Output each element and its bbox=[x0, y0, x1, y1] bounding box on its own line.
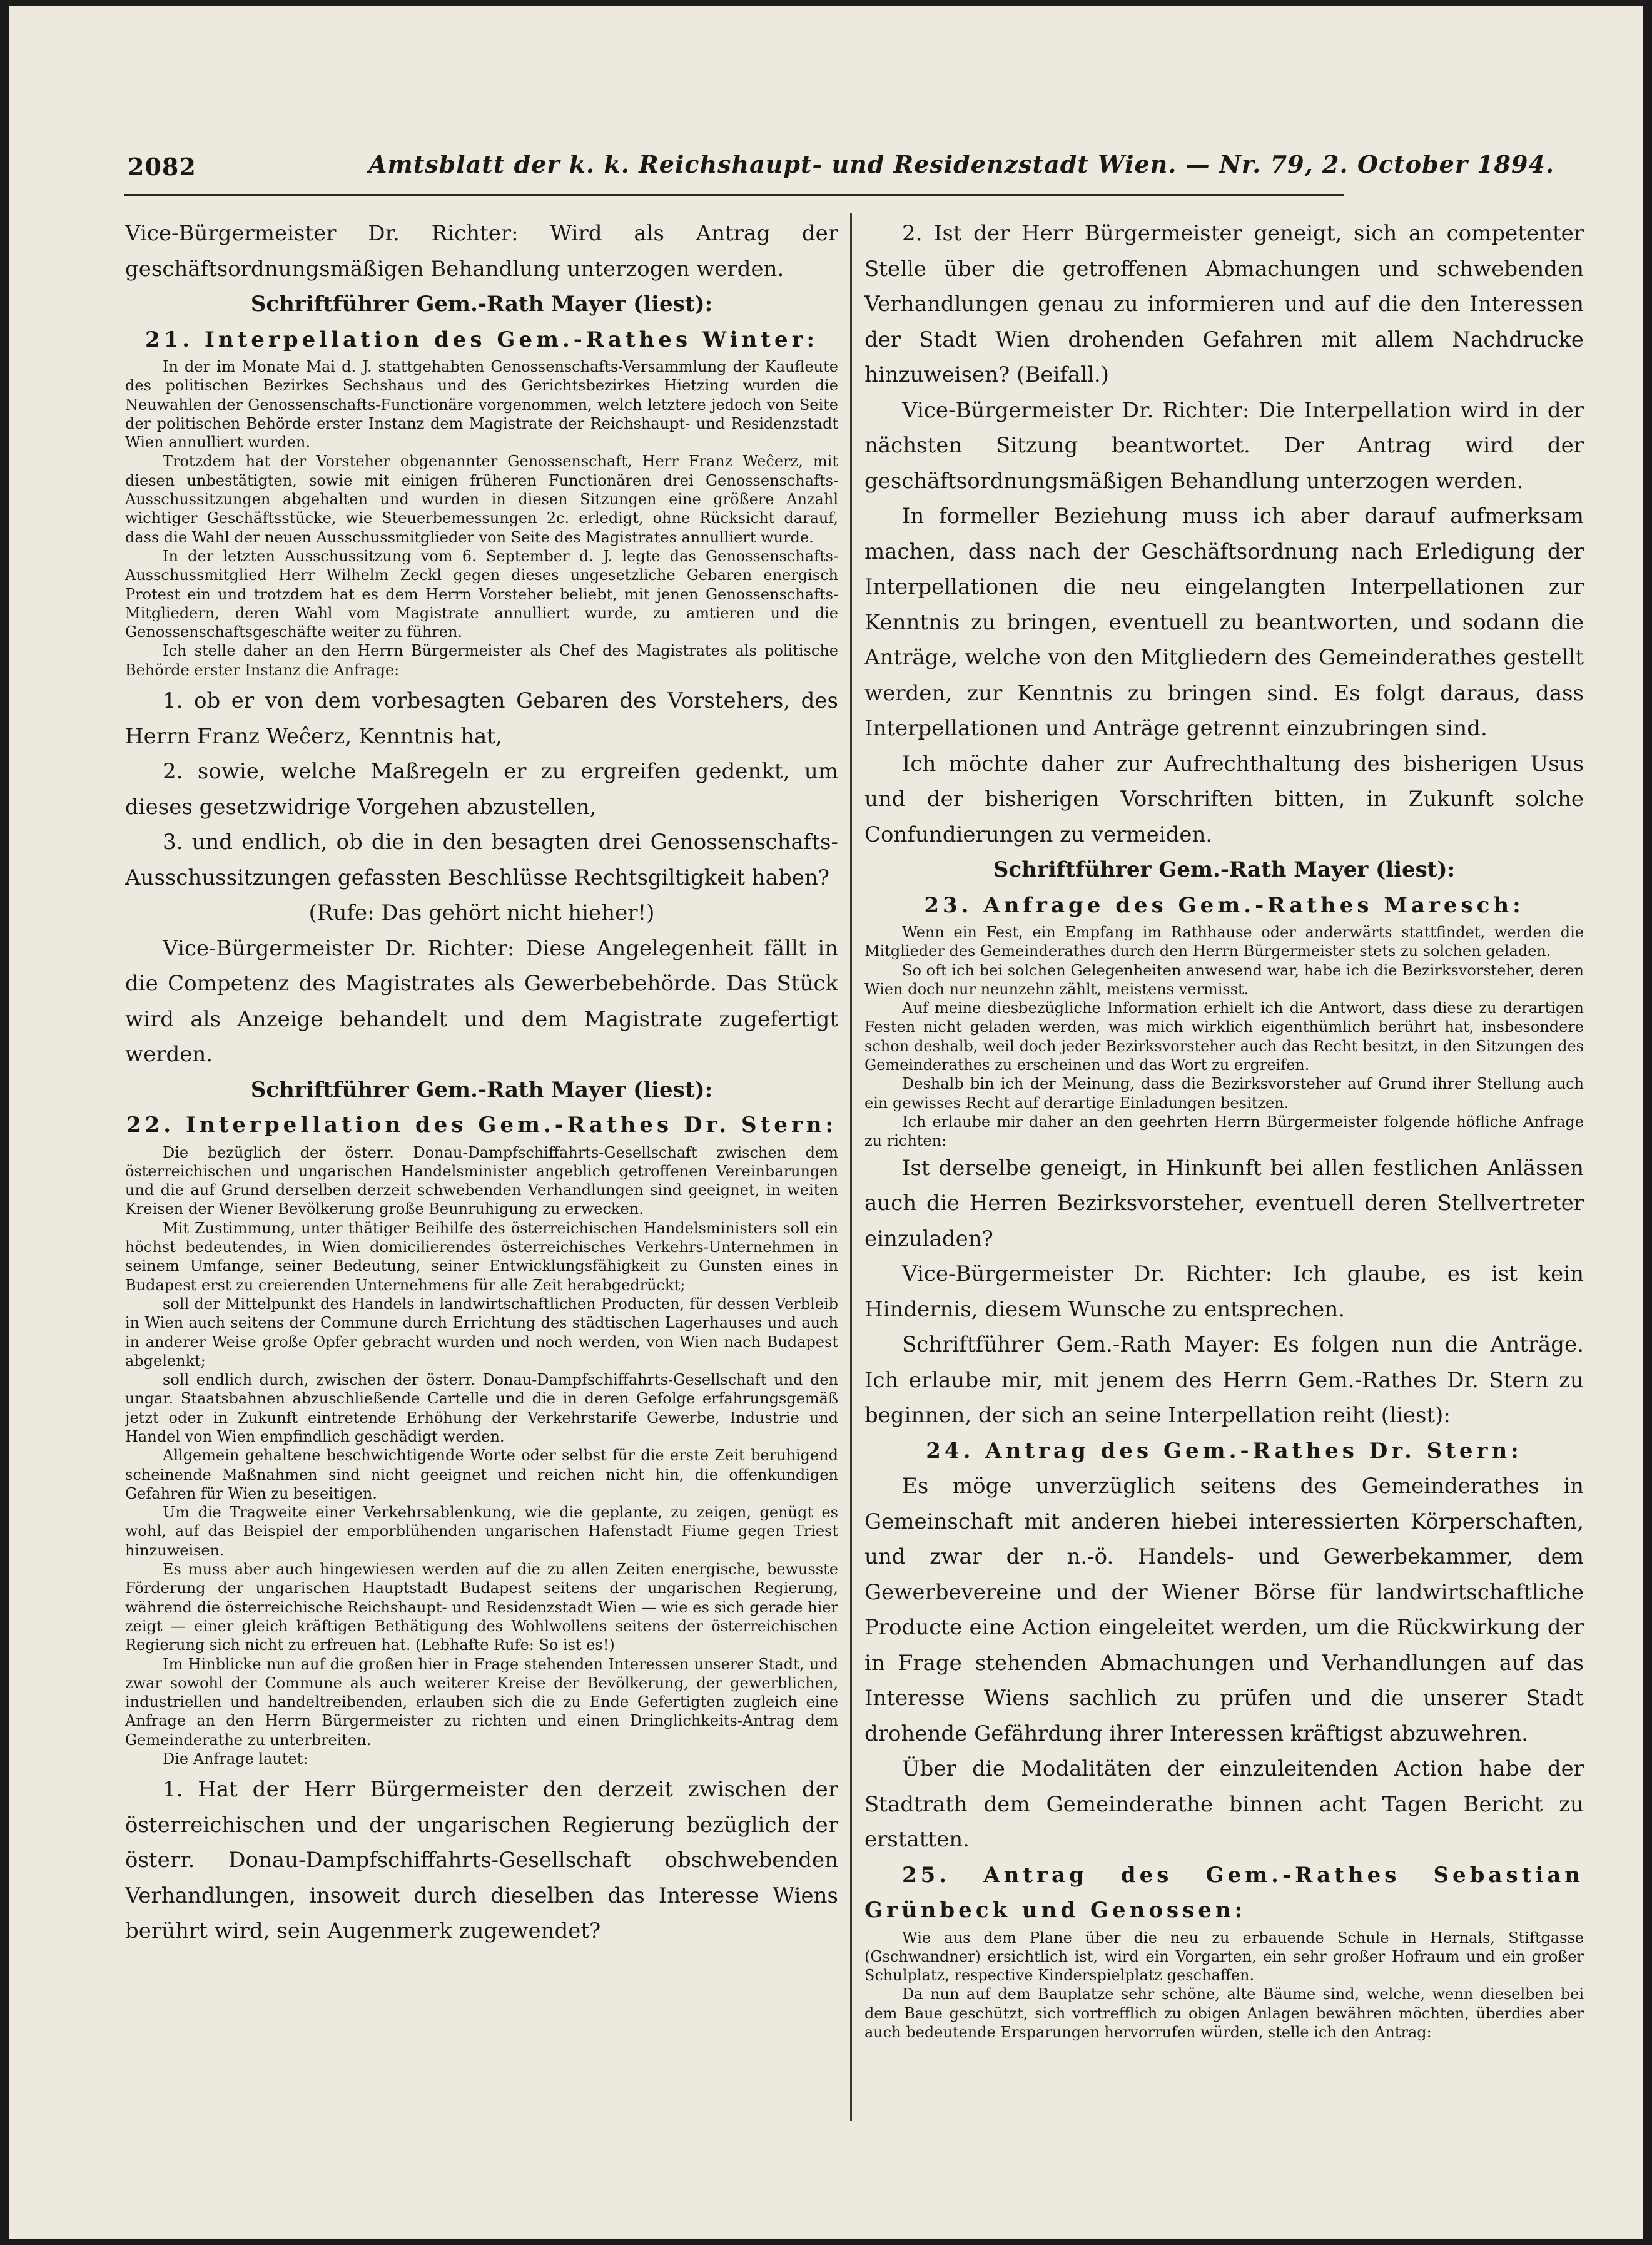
text-paragraph: In der im Monate Mai d. J. stattgehabten Genossenschafts-Versammlung der Kaufleute des politischen Bezirkes Sechshaus und des Gerichtsbezirkes Hietzing wurden die Neuwahlen der Genossenschafts-Functionäre vorgenommen, welch letztere jedoch von Seite der politischen Behörde erster Instanz dem Magistrate der Reichshaupt- und Residenzstadt Wien annulliert wurden. bbox=[125, 358, 838, 452]
text-paragraph: Da nun auf dem Bauplatze sehr schöne, alte Bäume sind, welche, wenn dieselben bei dem Baue geschützt, sich vortrefflich zu obigen Anlagen bewähren möchten, überdies aber auch bedeutende Ersparungen hervorrufen würden, stelle ich den Antrag: bbox=[864, 1985, 1584, 2042]
text-paragraph: So oft ich bei solchen Gelegenheiten anwesend war, habe ich die Bezirksvorsteher, deren Wien doch nur neunzehn zählt, meistens vermisst. bbox=[864, 961, 1584, 998]
speech-richter-2: Vice-Bürgermeister Dr. Richter: Diese Angelegenheit fällt in die Competenz des Magistrates als Gewerbebehörde. Das Stück wird als Anzeige behandelt und dem Magistrate zugefertigt werden. bbox=[125, 935, 838, 1067]
text-paragraph: Wenn ein Fest, ein Empfang im Rathhause oder anderwärts stattfindet, werden die Mitglieder des Gemeinderathes durch den Herrn Bürgermeister stets zu solchen geladen. bbox=[864, 924, 1584, 960]
right-column bbox=[864, 216, 1584, 2124]
interjection: (Rufe: Das gehört nicht hieher!) bbox=[308, 900, 655, 926]
text-paragraph: Ich erlaube mir daher an den geehrten Herrn Bürgermeister folgende höfliche Anfrage zu richten: bbox=[864, 1112, 1584, 1150]
heading-antrag-24: 24. Antrag des Gem.-Rathes Dr. Stern: bbox=[926, 1438, 1523, 1464]
heading-anfrage-23: 23. Anfrage des Gem.-Rathes Maresch: bbox=[924, 892, 1524, 918]
text-paragraph: Im Hinblicke nun auf die großen hier in Frage stehenden Interessen unserer Stadt, und zwar sowohl der Commune als auch weiterer Kreise der Bevölkerung, der gewerblichen, industriellen und handeltreibenden, erlauben sich die zu Ende Gefertigten zugleich eine Anfrage an den Herrn Bürgermeister zu richten und einen Dringlichkeits-Antrag dem Gemeinderathe zu unterbreiten. bbox=[125, 1655, 838, 1749]
heading-antrag-25: 25. Antrag des Gem.-Rathes Sebastian Grünbeck und Genossen: bbox=[864, 1862, 1584, 1923]
text-paragraph: Wie aus dem Plane über die neu zu erbauende Schule in Hernals, Stiftgasse (Gschwandner) ersichtlich ist, wird ein Vorgarten, ein sehr großer Hofraum und ein großer Schulplatz, respective Kinderspielplatz geschaffen. bbox=[864, 1928, 1584, 1985]
text-paragraph: In der letzten Ausschussitzung vom 6. September d. J. legte das Genossenschafts-Ausschussmitglied Herr Wilhelm Zeckl gegen dieses ungesetzliche Gebaren energisch Protest ein und trotzdem hat es dem Herrn Vorsteher beliebt, mit jenen Genossenschafts-Mitgliedern, deren Wahl vom Magistrate annulliert wurde, zu amtieren und die Genossenschaftsgeschäfte weiter zu führen. bbox=[125, 547, 838, 641]
left-column bbox=[125, 216, 838, 2124]
text-paragraph: Um die Tragweite einer Verkehrsablenkung, wie die geplante, zu zeigen, genügt es wohl, auf das Beispiel der emporblühenden ungarischen Hafenstadt Fiume gegen Triest hinzuweisen. bbox=[125, 1504, 838, 1559]
text-paragraph: soll der Mittelpunkt des Handels in landwirtschaftlichen Producten, für dessen Verbleib in Wien auch seitens der Commune durch Errichtung des städtischen Lagerhauses und auch in anderer Weise große Opfer gebracht wurden und noch werden, von Wien nach Budapest abgelenkt; bbox=[125, 1295, 838, 1370]
text-paragraph: Ich stelle daher an den Herrn Bürgermeister als Chef des Magistrates als politische Behörde erster Instanz die Anfrage: bbox=[125, 642, 838, 679]
speech-richter-4: Vice-Bürgermeister Dr. Richter: Ich glaube, es ist kein Hindernis, diesem Wunsche zu entsprechen. bbox=[864, 1261, 1584, 1322]
question-1: 1. ob er von dem vorbesagten Gebaren des Vorstehers, des Herrn Franz Weĉerz, Kenntnis hat, bbox=[125, 688, 838, 749]
page-header bbox=[121, 150, 1555, 188]
heading-schriftfuehrer-3: Schriftführer Gem.-Rath Mayer (liest): bbox=[993, 857, 1456, 882]
heading-interpellation-22: 22. Interpellation des Gem.-Rathes Dr. Stern: bbox=[126, 1112, 838, 1138]
text-paragraph-large: Ich möchte daher zur Aufrechthaltung des bisherigen Usus und der bisherigen Vorschriften bitten, in Zukunft solche Confundierungen zu vermeiden. bbox=[864, 751, 1584, 847]
text-paragraph: soll endlich durch, zwischen der österr. Donau-Dampfschiffahrts-Gesellschaft und den ungar. Staatsbahnen abzuschließende Cartelle und die in deren Gefolge erfahrungsgemäß jetzt oder in Zukunft eintretende Erhöhung der Verkehrstarife Gewerbe, Industrie und Handel von Wien empfindlich geschädigt werden. bbox=[125, 1371, 838, 1445]
page-number: 2082 bbox=[128, 153, 196, 181]
heading-schriftfuehrer-1: Schriftführer Gem.-Rath Mayer (liest): bbox=[250, 292, 713, 317]
heading-schriftfuehrer-2: Schriftführer Gem.-Rath Mayer (liest): bbox=[250, 1077, 713, 1102]
speech-richter-3: Vice-Bürgermeister Dr. Richter: Die Interpellation wird in der nächsten Sitzung beantwortet. Der Antrag wird der geschäftsordnungsmäßigen Behandlung unterzogen werden. bbox=[864, 397, 1584, 494]
newspaper-page bbox=[9, 6, 1643, 2239]
header-rule bbox=[124, 194, 1344, 196]
speech-richter-1: Vice-Bürgermeister Dr. Richter: Wird als Antrag der geschäftsordnungsmäßigen Behandlung unterzogen werden. bbox=[125, 221, 838, 282]
text-paragraph-large: Es möge unverzüglich seitens des Gemeinderathes in Gemeinschaft mit anderen hiebei interessierten Körperschaften, und zwar der n.-ö. Handels- und Gewerbekammer, dem Gewerbevereine und der Wiener Börse für landwirtschaftliche Producte eine Action eingeleitet werden, um die Rückwirkung der in Frage stehenden Abmachungen und Verhandlungen auf das Interesse Wiens sachlich zu prüfen und die unserer Stadt drohende Gefährdung ihrer Interessen kräftigst abzuwehren. bbox=[864, 1474, 1584, 1746]
question-4: 1. Hat der Herr Bürgermeister den derzeit zwischen der österreichischen und der ungarischen Regierung bezüglich der österr. Donau-Dampfschiffahrts-Gesellschaft obschwebenden Verhandlungen, insoweit durch dieselben das Interesse Wiens berührt wird, sein Augenmerk zugewendet? bbox=[125, 1777, 838, 1944]
question-3: 3. und endlich, ob die in den besagten drei Genossenschafts-Ausschussitzungen gefassten Beschlüsse Rechtsgiltigkeit haben? bbox=[125, 830, 838, 890]
speech-mayer: Schriftführer Gem.-Rath Mayer: Es folgen nun die Anträge. Ich erlaube mir, mit jenem des Herrn Gem.-Rathes Dr. Stern zu beginnen, der sich an seine Interpellation reiht (liest): bbox=[864, 1332, 1584, 1428]
text-paragraph: Auf meine diesbezügliche Information erhielt ich die Antwort, dass diese zu derartigen Festen nicht geladen werden, was mich wirklich eigenthümlich berührt hat, insbesondere schon deshalb, weil doch jeder Bezirksvorsteher auch das Recht besitzt, in den Sitzungen des Gemeinderathes zu erscheinen und das Wort zu ergreifen. bbox=[864, 999, 1584, 1074]
text-paragraph-large: Über die Modalitäten der einzuleitenden Action habe der Stadtrath dem Gemeinderathe binnen acht Tagen Bericht zu erstatten. bbox=[864, 1756, 1584, 1853]
text-paragraph: Mit Zustimmung, unter thätiger Beihilfe des österreichischen Handelsministers soll ein höchst bedeutendes, in Wien domicilierendes österreichisches Verkehrs-Unternehmen in seinem Umfange, seiner Bedeutung, seiner Entwicklungsfähigkeit zu Gunsten eines in Budapest erst zu creierenden Unternehmens für alle Zeit herabgedrückt; bbox=[125, 1219, 838, 1294]
text-paragraph: Die bezüglich der österr. Donau-Dampfschiffahrts-Gesellschaft zwischen dem österreichischen und ungarischen Handelsminister angeblich getroffenen Vereinbarungen und die auf Grund derselben derzeit schwebenden Verhandlungen sind geeignet, in weiten Kreisen der Wiener Bevölkerung große Beunruhigung zu erwecken. bbox=[125, 1143, 838, 1218]
text-paragraph: Deshalb bin ich der Meinung, dass die Bezirksvorsteher auf Grund ihrer Stellung auch ein gewisses Recht auf derartige Einladungen besitzen. bbox=[864, 1075, 1584, 1112]
text-paragraph: Allgemein gehaltene beschwichtigende Worte oder selbst für die erste Zeit beruhigend scheinende Maßnahmen sind nicht geeignet und reichen nicht hin, die offenkundigen Gefahren für Wien zu beseitigen. bbox=[125, 1447, 838, 1502]
publication-title: Amtsblatt der k. k. Reichshaupt- und Residenzstadt Wien. — Nr. 79, 2. October 1894. bbox=[368, 150, 1555, 178]
text-paragraph: Trotzdem hat der Vorsteher obgenannter Genossenschaft, Herr Franz Weĉerz, mit diesen unbestätigten, sowie mit einigen früheren Functionären drei Genossenschafts-Ausschussitzungen abgehalten und wurden in diesen Sitzungen eine größere Anzahl wichtiger Geschäftsstücke, wie Steuerbemessungen 2c. erledigt, ohne Rücksicht darauf, dass die Wahl der neuen Ausschussmitglieder von Seite des Magistrates annulliert wurde. bbox=[125, 452, 838, 546]
text-paragraph: Die Anfrage lautet: bbox=[163, 1750, 308, 1768]
text-paragraph: Es muss aber auch hingewiesen werden auf die zu allen Zeiten energische, bewusste Förderung der ungarischen Hauptstadt Budapest seitens der ungarischen Regierung, während die österreichische Reichshaupt- und Residenzstadt Wien — wie es sich gerade hier zeigt — einer gleich kräftigen Bethätigung des Wohlwollens seitens der österreichischen Regierung sich nicht zu erfreuen hat. (Lebhafte Rufe: So ist es!) bbox=[125, 1560, 838, 1654]
heading-interpellation-21: 21. Interpellation des Gem.-Rathes Winter: bbox=[144, 327, 819, 352]
question-2: 2. sowie, welche Maßregeln er zu ergreifen gedenkt, um dieses gesetzwidrige Vorgehen abzustellen, bbox=[125, 759, 838, 820]
question-text: Ist derselbe geneigt, in Hinkunft bei allen festlichen Anlässen auch die Herren Bezirksvorsteher, eventuell deren Stellvertreter einzuladen? bbox=[864, 1155, 1584, 1251]
question-continued: 2. Ist der Herr Bürgermeister geneigt, sich an competenter Stelle über die getroffenen Abmachungen und schwebenden Verhandlungen genau zu informieren und auf die den Interessen der Stadt Wien drohenden Gefahren mit allem Nachdrucke hinzuweisen? (Beifall.) bbox=[864, 221, 1584, 387]
column-divider bbox=[850, 213, 852, 2121]
text-paragraph-large: In formeller Beziehung muss ich aber darauf aufmerksam machen, dass nach der Geschäftsordnung nach Erledigung der Interpellationen die neu eingelangten Interpellationen zur Kenntnis zu bringen, eventuell zu beantworten, und sodann die Anträge, welche von den Mitgliedern des Gemeinderathes gestellt werden, zur Kenntnis zu bringen sind. Es folgt daraus, dass Interpellationen und Anträge getrennt einzubringen sind. bbox=[864, 504, 1584, 741]
